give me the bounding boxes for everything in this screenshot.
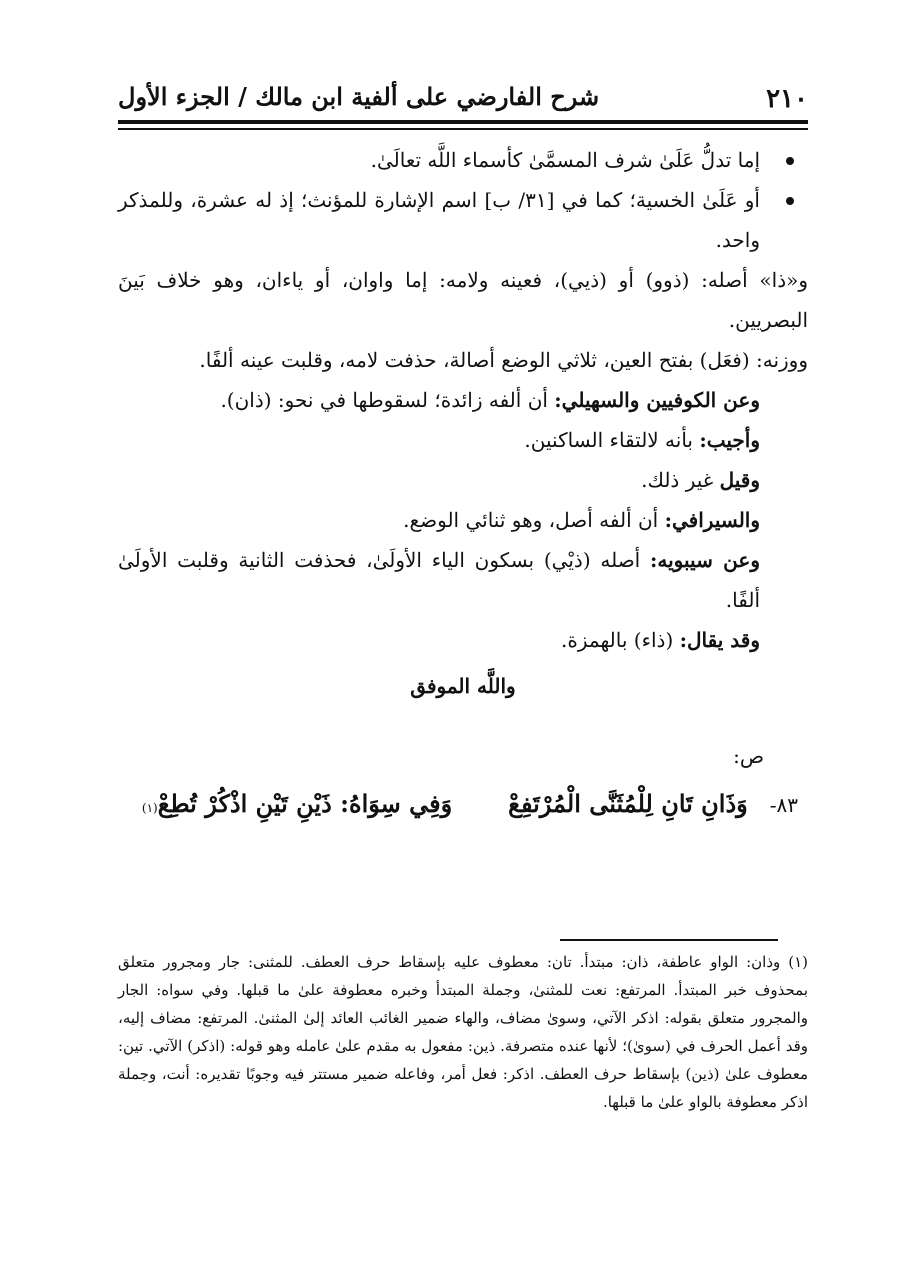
opinion-text: (ذاء) بالهمزة. <box>561 628 680 652</box>
opinion-sirafi <box>118 500 808 540</box>
opinion-text: أصله (ذيْي) بسكون الياء الأولَىٰ، فحذفت الثانية وقلبت الأولَىٰ ألفًا. <box>118 548 760 612</box>
verse-line <box>118 784 808 828</box>
closing-phrase: واللَّه الموفق <box>410 674 516 698</box>
running-title: شرح الفارضي على ألفية ابن مالك / الجزء الأول <box>118 82 600 111</box>
opinion-qila <box>118 460 808 500</box>
opinion-text: أن ألفه زائدة؛ لسقوطها في نحو: (ذان). <box>220 388 555 412</box>
bullet-icon <box>786 197 794 205</box>
footnote-separator <box>560 939 778 941</box>
opinion-lead: وعن سيبويه: <box>650 548 760 572</box>
page-header <box>118 78 808 120</box>
bullet-icon <box>786 157 794 165</box>
opinion-text: أن ألفه أصل، وهو ثنائي الوضع. <box>403 508 665 532</box>
opinion-lead: وقيل <box>719 468 760 492</box>
opinion-kufiyyin <box>118 380 808 420</box>
footnote-1: (١) وذان: الواو عاطفة، ذان: مبتدأ. تان: معطوف عليه بإسقاط حرف العطف. للمثنى: جار ومجرور متعلق بمحذوف خبر المبتدأ. المرتفع: نعت للمثنىٰ، وجملة المبتدأ وخبره معطوفة علىٰ ما قبلها. وفي سواه: الجار والمجرور متعلق بقوله: اذكر الآتي، وسوىٰ مضاف، والهاء ضمير الغائب العائد إلىٰ المثنىٰ. المرتفع: مضاف إليه، وقد أعمل الحرف في (سوىٰ)؛ لأنها عنده متصرفة. ذين: مفعول به مقدم علىٰ عامله وهو قوله: (اذكر) الآتي. تين: معطوف علىٰ (ذين) بإسقاط حرف العطف. اذكر: فعل أمر، وفاعله ضمير مستتر فيه وجوبًا تقديره: أنت، وجملة اذكر معطوفة بالواو علىٰ ما قبلها. <box>118 953 808 1111</box>
bullet-text: إما تدلُّ عَلَىٰ شرف المسمَّىٰ كأسماء اللَّه تعالَىٰ. <box>370 148 760 172</box>
verse-hemistich-2: وَفِي سِوَاهُ: ذَيْنِ تَيْنِ اذْكُرْ تُطِعْ <box>157 789 453 818</box>
bullet-item <box>118 180 808 260</box>
opinion-lead: وعن الكوفيين والسهيلي: <box>554 388 760 412</box>
main-text <box>118 140 808 828</box>
opinion-text: غير ذلك. <box>641 468 720 492</box>
opinion-qad-yuqal <box>118 620 808 660</box>
footnotes <box>118 948 808 1116</box>
footnote-ref: (١) <box>141 801 158 815</box>
opinion-text: بأنه لالتقاء الساكنين. <box>524 428 700 452</box>
opinion-ujiba <box>118 420 808 460</box>
bullet-list <box>118 140 808 260</box>
header-rule-thick <box>118 120 808 124</box>
opinion-lead: وقد يقال: <box>679 628 760 652</box>
verse-number: ٨٣- <box>769 793 798 817</box>
opinion-sibawayh <box>118 540 808 620</box>
paragraph-wazn: ووزنه: (فعَل) بفتح العين، ثلاثي الوضع أصالة، حذفت لامه، وقلبت عينه ألفًا. <box>199 348 808 372</box>
verse-hemistich-1: وَذَانِ تَانِ لِلْمُثَنَّى الْمُرْتَفِعْ <box>508 789 748 818</box>
page-number: ٢١٠ <box>766 84 808 114</box>
paragraph-asl: و«ذا» أصله: (ذوو) أو (ذيي)، فعينه ولامه: إما واوان، أو ياءان، وهو خلاف بَينَ البصريين. <box>118 268 808 332</box>
bullet-item <box>118 140 808 180</box>
sad-label: ص: <box>733 744 764 768</box>
opinion-lead: وأجيب: <box>699 428 760 452</box>
bullet-text: أو عَلَىٰ الخسية؛ كما في [٣١/ ب] اسم الإشارة للمؤنث؛ إذ له عشرة، وللمذكر واحد. <box>118 188 760 252</box>
header-rule-thin <box>118 128 808 130</box>
opinion-lead: والسيرافي: <box>664 508 760 532</box>
